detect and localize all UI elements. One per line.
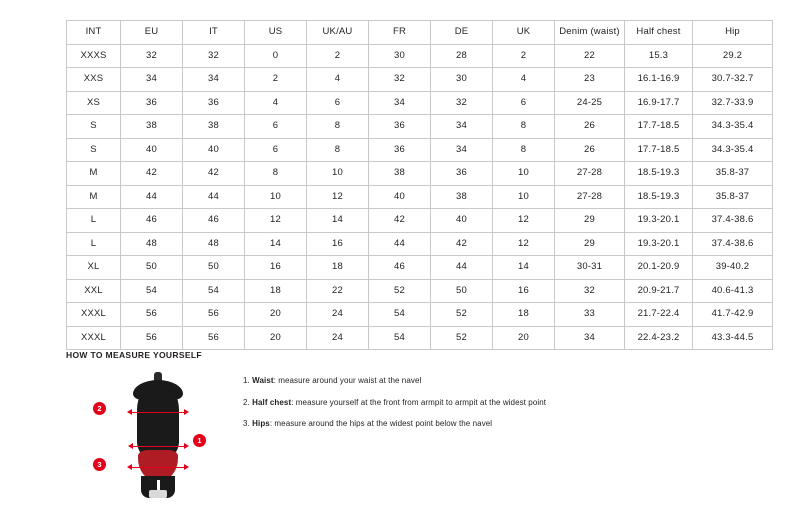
badge-hips: 3 (93, 458, 106, 471)
cell-half-chest: 22.4-23.2 (625, 326, 693, 350)
cell-de: 36 (431, 162, 493, 186)
column-header-hip: Hip (693, 21, 773, 45)
cell-fr: 42 (369, 209, 431, 233)
cell-half-chest: 18.5-19.3 (625, 162, 693, 186)
how-to-measure-body (66, 370, 766, 500)
cell-it: 40 (183, 138, 245, 162)
cell-de: 42 (431, 232, 493, 256)
cell-de: 44 (431, 256, 493, 280)
cell-us: 20 (245, 303, 307, 327)
cell-uk: 4 (493, 68, 555, 92)
cell-de: 34 (431, 138, 493, 162)
cell-de: 52 (431, 303, 493, 327)
table-row (67, 256, 773, 280)
table-row (67, 162, 773, 186)
cell-int: XXXL (67, 303, 121, 327)
cell-it: 32 (183, 44, 245, 68)
hips-arrow-left-icon (127, 464, 132, 470)
size-chart-container (66, 20, 754, 350)
cell-denim: 27-28 (555, 162, 625, 186)
cell-ukau: 8 (307, 115, 369, 139)
step-term: Half chest (252, 397, 292, 407)
table-row (67, 115, 773, 139)
cell-uk: 18 (493, 303, 555, 327)
column-header-int: INT (67, 21, 121, 45)
badge-half-chest: 2 (93, 402, 106, 415)
cell-hip: 40.6-41.3 (693, 279, 773, 303)
column-header-eu: EU (121, 21, 183, 45)
cell-de: 38 (431, 185, 493, 209)
cell-hip: 39-40.2 (693, 256, 773, 280)
chest-arrow-left-icon (127, 409, 132, 415)
chest-arrow-right-icon (184, 409, 189, 415)
badge-waist: 1 (193, 434, 206, 447)
cell-denim: 33 (555, 303, 625, 327)
cell-denim: 32 (555, 279, 625, 303)
step-text: : measure yourself at the front from armpit to armpit at the widest point (291, 397, 547, 407)
table-header-row (67, 21, 773, 45)
cell-us: 6 (245, 115, 307, 139)
cell-eu: 40 (121, 138, 183, 162)
measurement-steps (243, 370, 546, 441)
cell-de: 40 (431, 209, 493, 233)
cell-eu: 50 (121, 256, 183, 280)
cell-half-chest: 20.1-20.9 (625, 256, 693, 280)
cell-eu: 38 (121, 115, 183, 139)
cell-us: 16 (245, 256, 307, 280)
cell-hip: 43.3-44.5 (693, 326, 773, 350)
how-to-measure-section (66, 350, 766, 500)
step-number: 1. (243, 376, 250, 385)
cell-uk: 8 (493, 138, 555, 162)
mannequin-illustration (127, 372, 189, 498)
cell-us: 12 (245, 209, 307, 233)
cell-half-chest: 20.9-21.7 (625, 279, 693, 303)
cell-it: 50 (183, 256, 245, 280)
cell-fr: 52 (369, 279, 431, 303)
cell-half-chest: 16.1-16.9 (625, 68, 693, 92)
cell-us: 10 (245, 185, 307, 209)
table-row (67, 232, 773, 256)
cell-ukau: 24 (307, 303, 369, 327)
step-term: Waist (252, 376, 274, 385)
cell-de: 30 (431, 68, 493, 92)
cell-ukau: 24 (307, 326, 369, 350)
cell-eu: 42 (121, 162, 183, 186)
cell-hip: 35.8-37 (693, 185, 773, 209)
cell-it: 56 (183, 303, 245, 327)
cell-ukau: 10 (307, 162, 369, 186)
column-header-us: US (245, 21, 307, 45)
column-header-uk: UK (493, 21, 555, 45)
cell-de: 32 (431, 91, 493, 115)
cell-eu: 32 (121, 44, 183, 68)
cell-it: 34 (183, 68, 245, 92)
cell-eu: 44 (121, 185, 183, 209)
step-term: Hips (252, 419, 270, 429)
table-row (67, 303, 773, 327)
cell-uk: 12 (493, 232, 555, 256)
cell-uk: 16 (493, 279, 555, 303)
cell-it: 36 (183, 91, 245, 115)
cell-uk: 6 (493, 91, 555, 115)
cell-ukau: 14 (307, 209, 369, 233)
how-to-measure-title: HOW TO MEASURE YOURSELF (66, 350, 202, 360)
cell-us: 6 (245, 138, 307, 162)
cell-hip: 32.7-33.9 (693, 91, 773, 115)
measure-step-hips (243, 419, 546, 429)
cell-int: XS (67, 91, 121, 115)
mannequin-stand (149, 490, 167, 498)
cell-ukau: 2 (307, 44, 369, 68)
cell-eu: 54 (121, 279, 183, 303)
step-text: : measure around the hips at the widest point below the navel (269, 419, 493, 429)
cell-denim: 34 (555, 326, 625, 350)
cell-fr: 54 (369, 326, 431, 350)
table-row (67, 279, 773, 303)
cell-hip: 41.7-42.9 (693, 303, 773, 327)
cell-fr: 36 (369, 138, 431, 162)
cell-half-chest: 16.9-17.7 (625, 91, 693, 115)
cell-fr: 46 (369, 256, 431, 280)
step-text: : measure around your waist at the navel (273, 376, 422, 385)
hips-arrow-right-icon (184, 464, 189, 470)
cell-half-chest: 17.7-18.5 (625, 138, 693, 162)
cell-uk: 20 (493, 326, 555, 350)
cell-denim: 30-31 (555, 256, 625, 280)
cell-half-chest: 19.3-20.1 (625, 232, 693, 256)
cell-half-chest: 17.7-18.5 (625, 115, 693, 139)
cell-it: 48 (183, 232, 245, 256)
cell-ukau: 22 (307, 279, 369, 303)
cell-ukau: 16 (307, 232, 369, 256)
cell-half-chest: 21.7-22.4 (625, 303, 693, 327)
table-row (67, 138, 773, 162)
cell-us: 2 (245, 68, 307, 92)
cell-uk: 14 (493, 256, 555, 280)
cell-int: L (67, 232, 121, 256)
cell-int: XXXS (67, 44, 121, 68)
cell-hip: 37.4-38.6 (693, 232, 773, 256)
cell-denim: 23 (555, 68, 625, 92)
cell-denim: 27-28 (555, 185, 625, 209)
cell-denim: 29 (555, 232, 625, 256)
cell-it: 38 (183, 115, 245, 139)
cell-eu: 46 (121, 209, 183, 233)
column-header-denim-waist: Denim (waist) (555, 21, 625, 45)
column-header-de: DE (431, 21, 493, 45)
cell-eu: 56 (121, 303, 183, 327)
cell-hip: 37.4-38.6 (693, 209, 773, 233)
cell-fr: 30 (369, 44, 431, 68)
table-row (67, 68, 773, 92)
column-header-half-chest: Half chest (625, 21, 693, 45)
cell-denim: 24-25 (555, 91, 625, 115)
cell-fr: 38 (369, 162, 431, 186)
table-row (67, 91, 773, 115)
cell-uk: 10 (493, 185, 555, 209)
cell-us: 4 (245, 91, 307, 115)
cell-it: 56 (183, 326, 245, 350)
cell-it: 44 (183, 185, 245, 209)
cell-it: 46 (183, 209, 245, 233)
cell-int: M (67, 162, 121, 186)
cell-hip: 35.8-37 (693, 162, 773, 186)
step-number: 3. (243, 419, 250, 429)
waist-arrow-left-icon (128, 443, 133, 449)
cell-hip: 34.3-35.4 (693, 115, 773, 139)
cell-ukau: 8 (307, 138, 369, 162)
cell-denim: 26 (555, 138, 625, 162)
cell-int: XL (67, 256, 121, 280)
cell-hip: 34.3-35.4 (693, 138, 773, 162)
cell-de: 52 (431, 326, 493, 350)
cell-hip: 29.2 (693, 44, 773, 68)
cell-int: XXXL (67, 326, 121, 350)
cell-half-chest: 19.3-20.1 (625, 209, 693, 233)
table-row (67, 326, 773, 350)
step-number: 2. (243, 397, 250, 407)
cell-fr: 34 (369, 91, 431, 115)
cell-fr: 40 (369, 185, 431, 209)
half-chest-measure-line (129, 412, 187, 413)
cell-us: 8 (245, 162, 307, 186)
cell-de: 28 (431, 44, 493, 68)
cell-denim: 26 (555, 115, 625, 139)
cell-eu: 48 (121, 232, 183, 256)
waist-measure-line (131, 446, 185, 447)
cell-eu: 56 (121, 326, 183, 350)
cell-ukau: 6 (307, 91, 369, 115)
cell-eu: 34 (121, 68, 183, 92)
column-header-it: IT (183, 21, 245, 45)
cell-uk: 8 (493, 115, 555, 139)
waist-arrow-right-icon (184, 443, 189, 449)
cell-us: 18 (245, 279, 307, 303)
measure-step-waist (243, 376, 546, 386)
cell-eu: 36 (121, 91, 183, 115)
measurement-figure (97, 370, 221, 500)
cell-us: 20 (245, 326, 307, 350)
cell-us: 14 (245, 232, 307, 256)
cell-ukau: 18 (307, 256, 369, 280)
cell-it: 54 (183, 279, 245, 303)
cell-de: 50 (431, 279, 493, 303)
cell-denim: 29 (555, 209, 625, 233)
cell-int: S (67, 115, 121, 139)
cell-int: M (67, 185, 121, 209)
table-row (67, 209, 773, 233)
cell-half-chest: 15.3 (625, 44, 693, 68)
cell-int: S (67, 138, 121, 162)
cell-uk: 2 (493, 44, 555, 68)
cell-ukau: 4 (307, 68, 369, 92)
cell-hip: 30.7-32.7 (693, 68, 773, 92)
table-row (67, 185, 773, 209)
column-header-ukau: UK/AU (307, 21, 369, 45)
cell-fr: 36 (369, 115, 431, 139)
cell-it: 42 (183, 162, 245, 186)
cell-denim: 22 (555, 44, 625, 68)
column-header-fr: FR (369, 21, 431, 45)
cell-uk: 12 (493, 209, 555, 233)
cell-de: 34 (431, 115, 493, 139)
cell-half-chest: 18.5-19.3 (625, 185, 693, 209)
measure-step-half-chest (243, 398, 546, 408)
cell-int: L (67, 209, 121, 233)
table-row (67, 44, 773, 68)
cell-int: XXL (67, 279, 121, 303)
cell-ukau: 12 (307, 185, 369, 209)
hips-measure-line (129, 467, 187, 468)
cell-fr: 32 (369, 68, 431, 92)
cell-us: 0 (245, 44, 307, 68)
cell-fr: 44 (369, 232, 431, 256)
cell-uk: 10 (493, 162, 555, 186)
size-chart-table (66, 20, 773, 350)
cell-fr: 54 (369, 303, 431, 327)
cell-int: XXS (67, 68, 121, 92)
